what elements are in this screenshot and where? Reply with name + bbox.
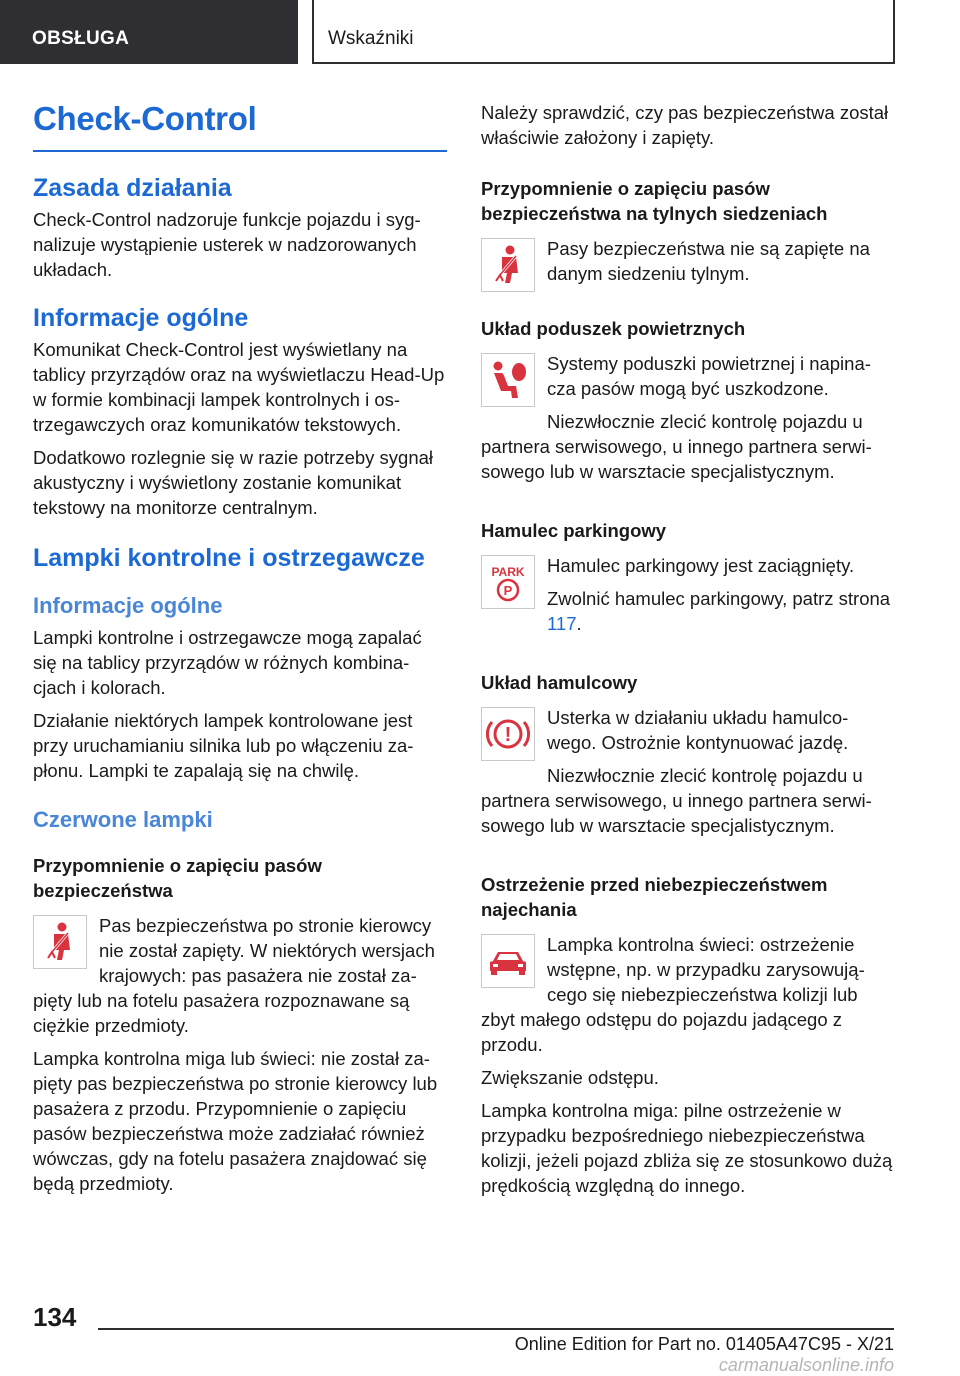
- right-column: [481, 100, 895, 1206]
- parking-brake-row: [481, 553, 895, 644]
- airbag-icon: [481, 353, 535, 407]
- parking-brake-icon: [481, 555, 535, 609]
- paragraph-uklad-hamulcowy-2: Niezwłocznie zlecić kontrolę pojazdu u partnera serwisowego, u innego partnera serwi-sowego lub w warsztacie specjalistycznym.: [481, 765, 872, 836]
- rear-seatbelt-icon: [481, 238, 535, 292]
- paragraph-lampki-2: Działanie niektórych lampek kontrolowane jest przy uruchamianiu silnika lub po włączeniu za-płonu. Lampki te zapalają się na chwilę.: [33, 710, 414, 781]
- park-letter: P: [503, 583, 513, 598]
- paragraph-sprawdz: Należy sprawdzić, czy pas bezpieczeństwa został właściwie założony i zapięty.: [481, 102, 889, 148]
- paragraph-pasy-icon: Pas bezpieczeństwa po stronie kierowcy nie został zapięty. W niektórych wersjach krajowych: pas pasażera nie został za-pięty lub na fotelu pasażera rozpoznawane są ciężkie przedmioty.: [33, 915, 435, 1036]
- footer-watermark: carmanualsonline.info: [718, 1355, 894, 1375]
- paragraph-zasada: Check-Control nadzoruje funkcje pojazdu i syg-nalizuje wystąpienie usterek w nadzorowanych układach.: [33, 209, 421, 280]
- footer-divider: [98, 1328, 894, 1330]
- heading-poduszki: Układ poduszek powietrznych: [481, 318, 746, 339]
- brake-warning-icon: [481, 707, 535, 761]
- heading-ostrzezenie: Ostrzeżenie przed niebezpieczeństwem najechania: [481, 874, 828, 920]
- brake-exclamation: !: [504, 724, 512, 746]
- brake-system-row: [481, 705, 895, 846]
- paragraph-tylne: Pasy bezpieczeństwa nie są zapięte na danym siedzeniu tylnym.: [547, 238, 870, 284]
- paragraph-hamulec-1: Hamulec parkingowy jest zaciągnięty.: [547, 555, 855, 576]
- paragraph-ostrzezenie-3: Lampka kontrolna miga: pilne ostrzeżenie w przypadku bezpośredniego niebezpieczeństwa kolizji, jeżeli pojazd zbliża się ze stosunkowo dużą prędkością względną do innego.: [481, 1100, 893, 1196]
- heading-hamulec: Hamulec parkingowy: [481, 520, 667, 541]
- paragraph-ostrzezenie-1: Lampka kontrolna świeci: ostrzeżenie wstępne, np. w przypadku zarysowują-cego się niebezpieczeństwa kolizji lub zbyt małego odstępu do pojazdu jadącego z przodu.: [481, 934, 865, 1055]
- collision-warning-icon: [481, 934, 535, 988]
- page-number: 134: [33, 1302, 77, 1332]
- page-title: Check-Control: [33, 100, 447, 152]
- paragraph-poduszki-1: Systemy poduszki powietrznej i napina-cza pasów mogą być uszkodzone.: [547, 353, 871, 399]
- footer-edition: [478, 1334, 894, 1376]
- heading-czerwone: Czerwone lampki: [33, 807, 213, 832]
- header-section-label: OBSŁUGA: [32, 28, 130, 49]
- seatbelt-icon: [33, 915, 87, 969]
- page-link-117[interactable]: 117: [547, 613, 577, 634]
- header-subsection-label: Wskaźniki: [328, 28, 414, 49]
- paragraph-pasy-2: Lampka kontrolna miga lub świeci: nie został za-pięty pas bezpieczeństwa po stronie kierowcy lub pasażera z przodu. Przypomnienie o zapięciu pasów bezpieczeństwa może zadziałać również wówczas, gdy na fotelu pasażera znajdować się będą przedmioty.: [33, 1048, 438, 1194]
- heading-uklad-hamulcowy: Układ hamulcowy: [481, 672, 638, 693]
- heading-pasy: Przypomnienie o zapięciu pasów bezpieczeństwa: [33, 855, 322, 901]
- paragraph-ostrzezenie-2: Zwiększanie odstępu.: [481, 1067, 659, 1088]
- heading-lampki: Lampki kontrolne i ostrzegawcze: [33, 544, 425, 572]
- heading-zasada: Zasada działania: [33, 174, 232, 202]
- hamulec-text: Zwolnić hamulec parkingowy, patrz strona: [547, 588, 891, 609]
- heading-informacje: Informacje ogólne: [33, 304, 249, 332]
- paragraph-poduszki-2: Niezwłocznie zlecić kontrolę pojazdu u partnera serwisowego, u innego partnera serwi-sowego lub w warsztacie specjalistycznym.: [481, 411, 872, 482]
- paragraph-hamulec-2: Zwolnić hamulec parkingowy, patrz strona 117.: [547, 588, 891, 634]
- airbag-row: [481, 351, 895, 492]
- footer-edition-text: Online Edition for Part no. 01405A47C95 - X/21: [514, 1334, 894, 1354]
- paragraph-informacje-2: Dodatkowo rozlegnie się w razie potrzeby sygnał akustyczny i wyświetlony zostanie komunikat tekstowy na monitorze centralnym.: [33, 447, 434, 518]
- rear-seatbelt-row: [481, 236, 895, 296]
- header-subsection: [312, 0, 895, 64]
- seatbelt-warning-row: [33, 913, 447, 1046]
- left-column: [33, 100, 447, 1204]
- heading-tylne: Przypomnienie o zapięciu pasów bezpieczeństwa na tylnych siedzeniach: [481, 178, 828, 224]
- park-label: PARK: [491, 565, 525, 579]
- collision-warning-row: [481, 932, 895, 1065]
- header-section: [0, 0, 298, 64]
- heading-informacje-ogolne: Informacje ogólne: [33, 593, 223, 618]
- paragraph-lampki-1: Lampki kontrolne i ostrzegawcze mogą zapalać się na tablicy przyrządów w różnych kombina-cjach i kolorach.: [33, 627, 422, 698]
- paragraph-informacje-1: Komunikat Check-Control jest wyświetlany na tablicy przyrządów oraz na wyświetlaczu Head-Up w formie kombinacji lampek kontrolnych i os-trzegawczych oraz komunikatów tekstowych.: [33, 339, 445, 435]
- paragraph-uklad-hamulcowy-1: Usterka w działaniu układu hamulco-wego. Ostrożnie kontynuować jazdę.: [547, 707, 849, 753]
